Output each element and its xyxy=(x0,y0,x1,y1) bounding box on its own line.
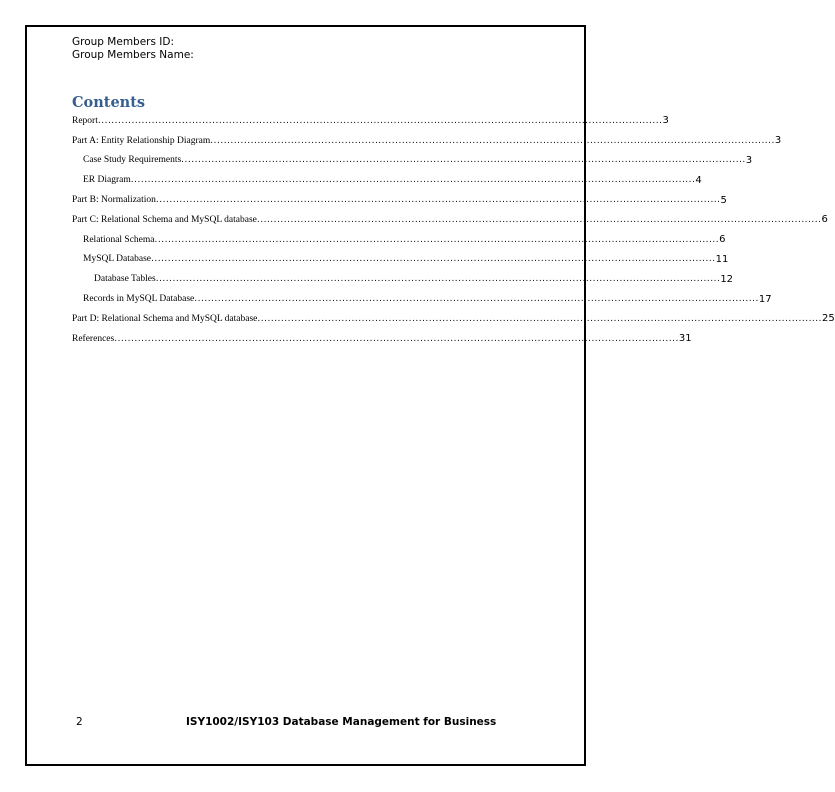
toc-leader-dots: ........................................................................................................................................................................ xyxy=(194,294,759,305)
toc-leader-dots: ........................................................................................................................................................................ xyxy=(154,234,720,245)
toc-entry[interactable] xyxy=(72,230,726,250)
toc-leader-dots: ........................................................................................................................................................................ xyxy=(130,175,696,186)
toc-entry-label: MySQL Database xyxy=(83,254,151,265)
toc-entry[interactable] xyxy=(72,111,669,131)
toc-entry-label: Part D: Relational Schema and MySQL database xyxy=(72,313,258,324)
toc-entry-page: 11 xyxy=(715,253,729,265)
toc-entry-page: 4 xyxy=(695,174,702,186)
toc-entry-label: References xyxy=(72,333,115,344)
toc-leader-dots: ........................................................................................................................................................................ xyxy=(114,333,679,344)
toc-entry-label: Database Tables xyxy=(94,274,156,285)
toc-entry-page: 3 xyxy=(774,135,782,147)
toc-leader-dots: ........................................................................................................................................................................ xyxy=(155,195,721,206)
toc-entry-label: Part A: Entity Relationship Diagram xyxy=(72,135,211,146)
toc-entry-label: Case Study Requirements xyxy=(83,155,182,166)
toc-entry-label: Part C: Relational Schema and MySQL database xyxy=(72,214,257,225)
toc-entry-label: Report xyxy=(72,115,98,126)
toc-entry[interactable] xyxy=(72,170,702,190)
toc-entry-page: 31 xyxy=(678,333,692,345)
footer-course-title: ISY1002/ISY103 Database Management for Business xyxy=(186,716,497,728)
toc-entry-page: 12 xyxy=(720,273,734,285)
toc-leader-dots: ........................................................................................................................................................................ xyxy=(210,135,775,146)
toc-leader-dots: ........................................................................................................................................................................ xyxy=(150,254,716,265)
toc-entry-page: 17 xyxy=(758,293,772,305)
toc-entry-page: 6 xyxy=(821,214,828,226)
footer-page-number: 2 xyxy=(76,716,83,728)
toc-entry[interactable] xyxy=(72,190,727,210)
toc-entry-page: 5 xyxy=(720,194,727,206)
toc-entry[interactable] xyxy=(72,210,828,230)
toc-leader-dots: ........................................................................................................................................................................ xyxy=(256,214,822,225)
toc-entry-label: ER Diagram xyxy=(83,175,131,186)
toc-entry[interactable] xyxy=(72,309,835,329)
toc-leader-dots: ........................................................................................................................................................................ xyxy=(155,274,721,285)
toc-entry[interactable] xyxy=(72,269,734,289)
group-members-id-label: Group Members ID: xyxy=(72,36,175,48)
toc-entry[interactable] xyxy=(72,131,782,151)
toc-entry-label: Records in MySQL Database xyxy=(83,294,195,305)
toc-entry[interactable] xyxy=(72,151,753,171)
toc-entry-page: 3 xyxy=(662,115,669,127)
toc-entry-page: 6 xyxy=(719,234,726,246)
toc-leader-dots: ........................................................................................................................................................................ xyxy=(181,155,746,166)
group-members-name-label: Group Members Name: xyxy=(72,49,194,61)
group-info xyxy=(72,36,194,62)
toc-leader-dots: ........................................................................................................................................................................ xyxy=(257,313,823,324)
toc-entry-page: 3 xyxy=(745,154,753,166)
toc-entry[interactable] xyxy=(72,329,692,349)
toc-entry-label: Relational Schema xyxy=(83,234,155,245)
toc-entry[interactable] xyxy=(72,289,772,309)
table-of-contents xyxy=(72,111,835,349)
toc-entry-label: Part B: Normalization xyxy=(72,195,156,206)
toc-entry[interactable] xyxy=(72,250,729,270)
toc-entry-page: 25 xyxy=(822,313,835,325)
toc-leader-dots: ........................................................................................................................................................................ xyxy=(97,115,663,126)
contents-heading: Contents xyxy=(72,94,146,111)
